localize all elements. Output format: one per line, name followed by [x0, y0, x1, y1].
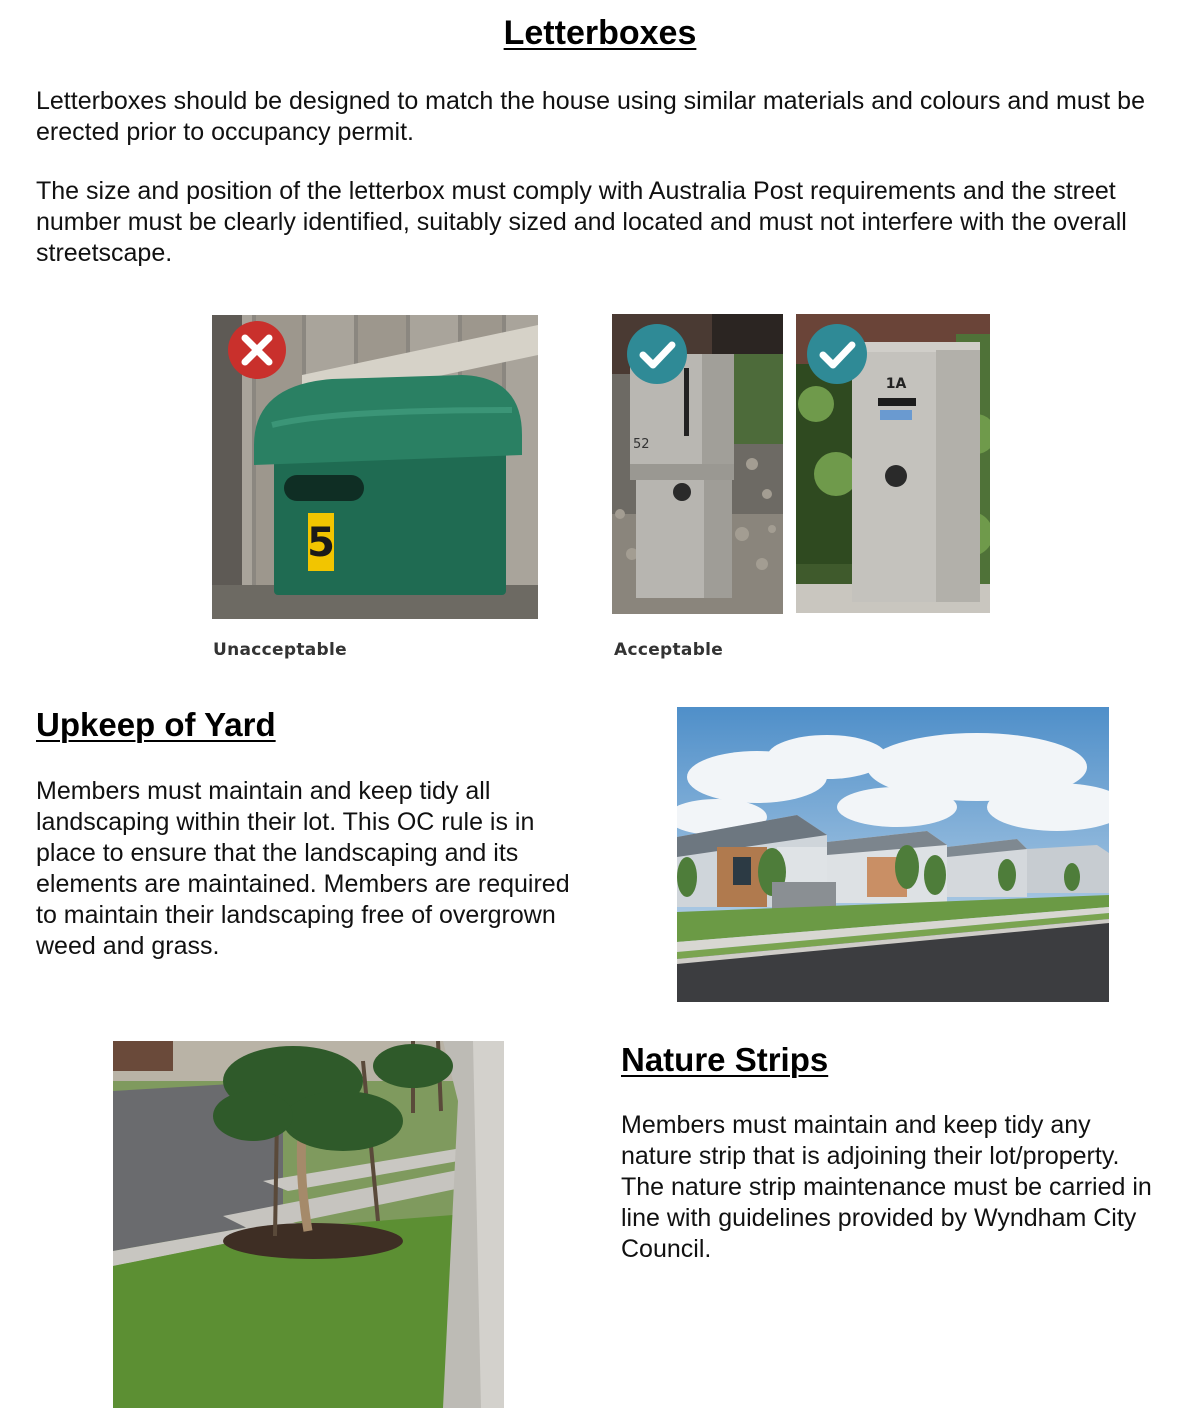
- check-icon: [627, 324, 687, 384]
- nature-strips-paragraph: Members must maintain and keep tidy any nature strip that is adjoining their lot/property. The nature strip maintenance must be carried in line with guidelines provided by Wyndham City Council.: [621, 1111, 1152, 1263]
- nature-strip-photo: [113, 1041, 504, 1408]
- street-houses-photo: [677, 707, 1109, 1002]
- caption-unacceptable: Unacceptable: [213, 640, 347, 660]
- letterbox-number-text: 5: [307, 520, 335, 566]
- upkeep-of-yard-paragraph: Members must maintain and keep tidy all landscaping within their lot. This OC rule is in place to ensure that the landscaping and its elements are maintained. Members are required to maintain their landscaping free of overgrown weed and grass.: [36, 777, 570, 960]
- section-title-letterboxes: Letterboxes: [503, 14, 697, 52]
- letterbox-number-text: 52: [633, 437, 650, 452]
- acceptable-letterbox-photo-1: [612, 314, 783, 614]
- letterboxes-paragraph-2: The size and position of the letterbox must comply with Australia Post requirements and the street number must be clearly identified, suitably sized and located and must not interfere with the overall streetscape.: [36, 177, 1127, 267]
- caption-acceptable: Acceptable: [614, 640, 724, 660]
- letterboxes-paragraph-1: Letterboxes should be designed to match the house using similar materials and colours and must be erected prior to occupancy permit.: [36, 87, 1145, 146]
- section-title-nature-strips: Nature Strips: [621, 1041, 829, 1078]
- section-title-upkeep-of-yard: Upkeep of Yard: [36, 706, 276, 743]
- acceptable-letterbox-photo-2: [796, 314, 990, 613]
- unacceptable-letterbox-photo: [212, 315, 538, 619]
- check-icon: [807, 324, 867, 384]
- letterbox-number-text: 1A: [885, 376, 907, 392]
